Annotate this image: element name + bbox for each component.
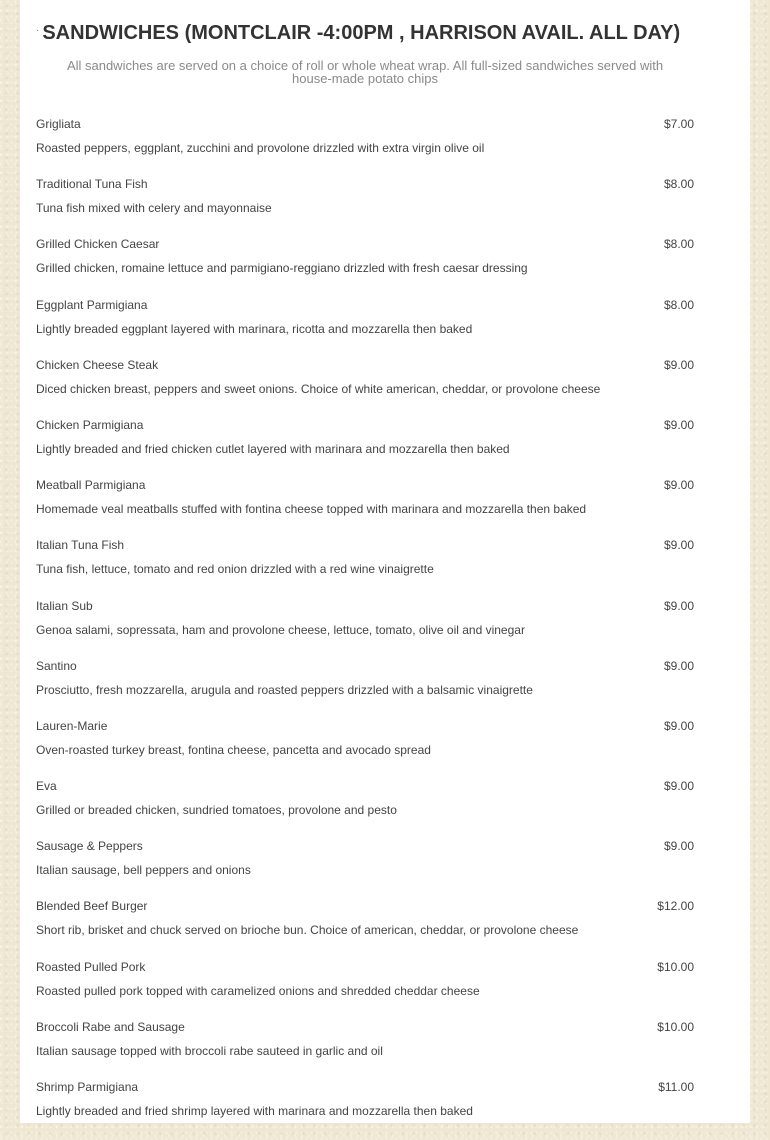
- menu-item-price: $9.00: [663, 357, 694, 372]
- menu-item-description: Lightly breaded eggplant layered with marinara, ricotta and mozzarella then baked: [36, 321, 473, 336]
- menu-item-name: Eggplant Parmigiana: [36, 297, 148, 312]
- menu-item-description: Grilled chicken, romaine lettuce and parmigiano-reggiano drizzled with fresh caesar dressing: [36, 261, 528, 276]
- menu-item: [36, 1020, 694, 1080]
- section-subtitle: All sandwiches are served on a choice of roll or whole wheat wrap. All full-sized sandwiches served with house-made potato chips: [66, 58, 664, 86]
- menu-item-name: Grilled Chicken Caesar: [36, 237, 160, 252]
- menu-item-description: Grilled or breaded chicken, sundried tomatoes, provolone and pesto: [36, 803, 397, 818]
- menu-item: [36, 899, 694, 959]
- menu-item: [36, 839, 694, 899]
- bullet-icon: ·: [36, 25, 40, 37]
- menu-item-description: Lightly breaded and fried shrimp layered with marinara and mozzarella then baked: [36, 1104, 473, 1118]
- menu-item: [36, 599, 694, 659]
- menu-item-name: Lauren-Marie: [36, 718, 108, 733]
- menu-item-name: Eva: [36, 779, 57, 794]
- menu-item-description: Italian sausage, bell peppers and onions: [36, 863, 251, 878]
- menu-item-price: $9.00: [663, 478, 694, 493]
- menu-item: [36, 177, 694, 237]
- menu-item-price: $9.00: [663, 598, 694, 613]
- menu-item-name: Shrimp Parmigiana: [36, 1080, 139, 1094]
- menu-item-name: Blended Beef Burger: [36, 899, 148, 914]
- menu-item: [36, 478, 694, 538]
- menu-item: [36, 418, 694, 478]
- menu-item-description: Homemade veal meatballs stuffed with fontina cheese topped with marinara and mozzarella then baked: [36, 502, 587, 517]
- menu-item: [36, 237, 694, 297]
- menu-item: [36, 659, 694, 719]
- menu-item-price: $10.00: [657, 959, 694, 974]
- menu-item-description: Prosciutto, fresh mozzarella, arugula and roasted peppers drizzled with a balsamic vinaigrette: [36, 682, 533, 697]
- menu-item: [36, 1080, 694, 1140]
- menu-item-price: $12.00: [657, 899, 694, 914]
- menu-item: [36, 298, 694, 358]
- menu-item-name: Sausage & Peppers: [36, 839, 143, 854]
- menu-item-list: [36, 117, 694, 1140]
- menu-item: [36, 960, 694, 1020]
- menu-item-name: Roasted Pulled Pork: [36, 959, 146, 974]
- menu-item-description: Tuna fish mixed with celery and mayonnaise: [36, 201, 272, 216]
- menu-item-description: Roasted peppers, eggplant, zucchini and provolone drizzled with extra virgin olive oil: [36, 141, 485, 155]
- menu-item-description: Oven-roasted turkey breast, fontina cheese, pancetta and avocado spread: [36, 742, 431, 757]
- menu-item-price: $9.00: [663, 538, 694, 553]
- menu-item-name: Santino: [36, 658, 77, 673]
- menu-item-description: Diced chicken breast, peppers and sweet onions. Choice of white american, cheddar, or provolone cheese: [36, 381, 601, 396]
- menu-item: [36, 358, 694, 418]
- menu-item-price: $9.00: [663, 417, 694, 432]
- menu-item-description: Short rib, brisket and chuck served on brioche bun. Choice of american, cheddar, or provolone cheese: [36, 923, 579, 938]
- menu-item-price: $9.00: [663, 839, 694, 854]
- menu-item-description: Genoa salami, sopressata, ham and provolone cheese, lettuce, tomato, olive oil and vinegar: [36, 622, 525, 637]
- menu-item-name: Meatball Parmigiana: [36, 478, 146, 493]
- menu-item-price: $8.00: [663, 297, 694, 312]
- menu-item: [36, 117, 694, 177]
- menu-item-description: Roasted pulled pork topped with caramelized onions and shredded cheddar cheese: [36, 983, 480, 998]
- menu-item-price: $9.00: [663, 658, 694, 673]
- menu-item-price: $7.00: [663, 117, 694, 131]
- menu-item-description: Italian sausage topped with broccoli rabe sauteed in garlic and oil: [36, 1043, 383, 1058]
- menu-item-price: $8.00: [663, 177, 694, 192]
- menu-item-description: Tuna fish, lettuce, tomato and red onion drizzled with a red wine vinaigrette: [36, 562, 434, 577]
- section-header: [36, 22, 756, 45]
- menu-item-name: Chicken Cheese Steak: [36, 357, 159, 372]
- menu-item-name: Chicken Parmigiana: [36, 417, 144, 432]
- menu-item-name: Italian Sub: [36, 598, 93, 613]
- menu-item-price: $8.00: [663, 237, 694, 252]
- section-title: SANDWICHES (MONTCLAIR -4:00PM , HARRISON AVAIL. ALL DAY): [42, 22, 681, 44]
- menu-item-price: $11.00: [658, 1080, 694, 1094]
- menu-item-name: Italian Tuna Fish: [36, 538, 125, 553]
- menu-item: [36, 779, 694, 839]
- menu-item-name: Broccoli Rabe and Sausage: [36, 1019, 185, 1034]
- menu-item-price: $10.00: [657, 1019, 694, 1034]
- menu-item-name: Traditional Tuna Fish: [36, 177, 148, 192]
- menu-item-description: Lightly breaded and fried chicken cutlet layered with marinara and mozzarella then baked: [36, 441, 510, 456]
- menu-item: [36, 719, 694, 779]
- menu-item: [36, 538, 694, 598]
- menu-item-price: $9.00: [663, 779, 694, 794]
- menu-item-name: Grigliata: [36, 117, 81, 131]
- menu-item-price: $9.00: [663, 718, 694, 733]
